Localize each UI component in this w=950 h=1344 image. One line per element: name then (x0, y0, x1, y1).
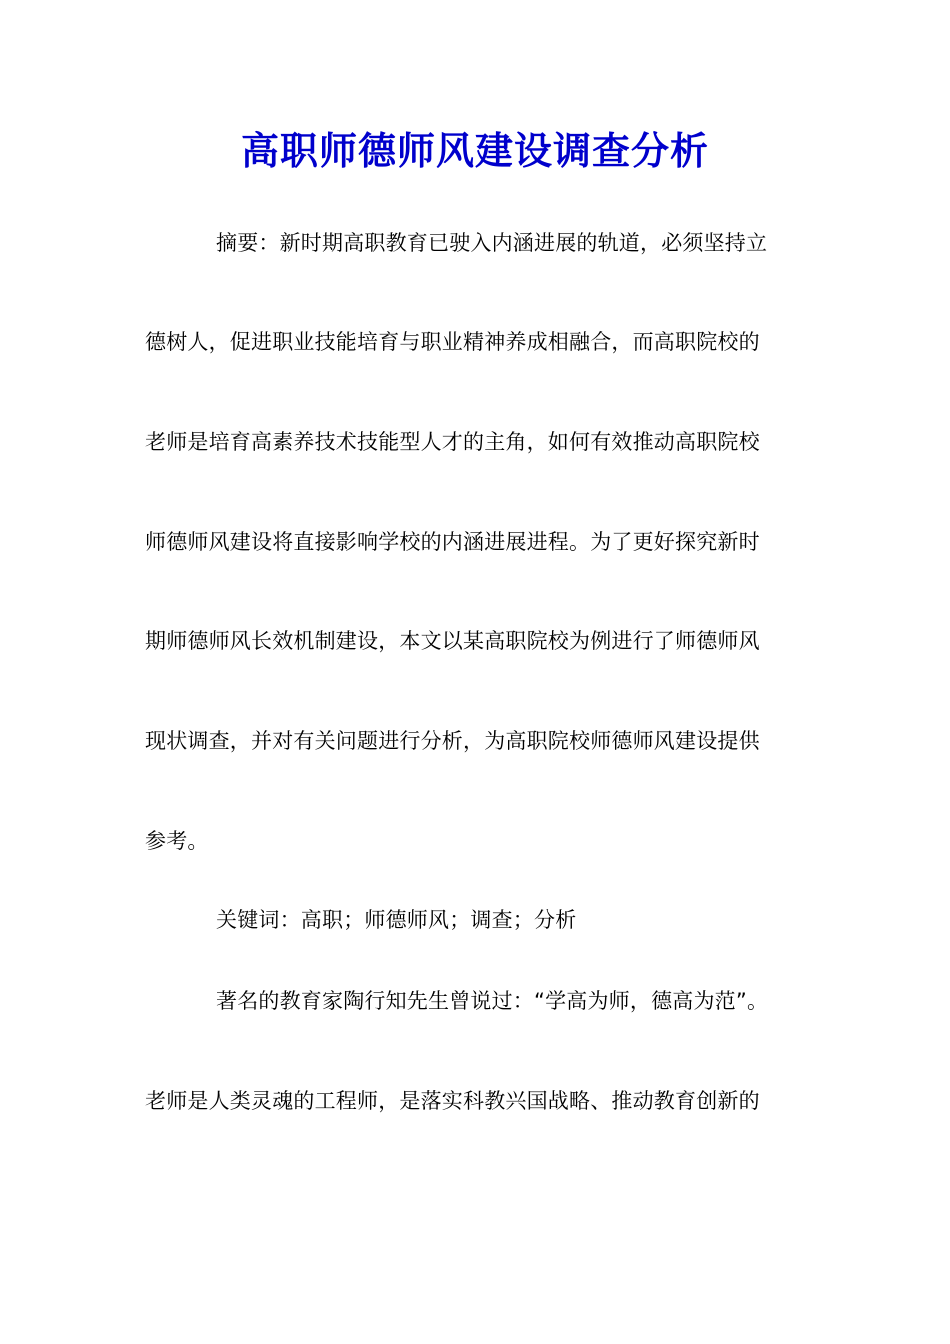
abstract-line-6: 现状调查，并对有关问题进行分析，为高职院校师德师风建设提供 (145, 729, 760, 753)
abstract-line-4: 师德师风建设将直接影响学校的内涵进展进程。为了更好探究新时 (145, 530, 760, 554)
body-line-1: 著名的教育家陶行知先生曾说过：“学高为师，德高为范”。 (216, 989, 769, 1013)
abstract-line-3: 老师是培育高素养技术技能型人才的主角，如何有效推动高职院校 (145, 430, 760, 454)
body-line-2: 老师是人类灵魂的工程师，是落实科教兴国战略、推动教育创新的 (145, 1089, 760, 1113)
abstract-line-2: 德树人，促进职业技能培育与职业精神养成相融合，而高职院校的 (145, 330, 760, 354)
abstract-line-5: 期师德师风长效机制建设，本文以某高职院校为例进行了师德师风 (145, 629, 760, 653)
document-title: 高职师德师风建设调查分析 (240, 128, 709, 173)
abstract-line-7: 参考。 (145, 829, 209, 853)
abstract-line-1: 摘要：新时期高职教育已驶入内涵进展的轨道，必须坚持立 (216, 231, 768, 255)
keywords-line: 关键词：高职；师德师风；调查；分析 (216, 908, 577, 932)
